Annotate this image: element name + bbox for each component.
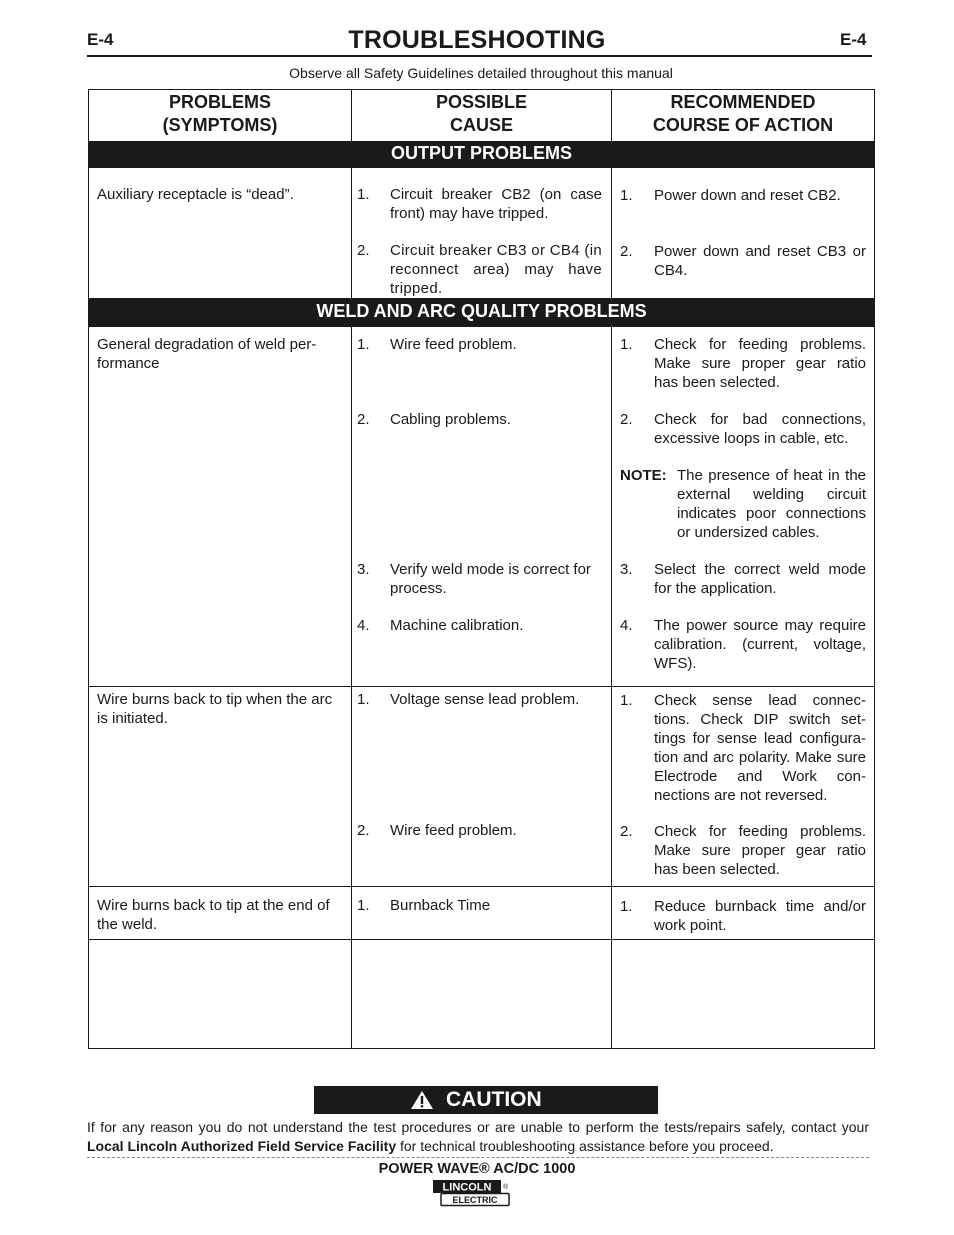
row-divider — [89, 686, 874, 687]
cause-text: Circuit breaker CB2 (on case front) may have tripped. — [390, 186, 602, 222]
symptom-text: Wire burns back to tip when the arc is initiated. — [97, 691, 333, 727]
svg-text:ELECTRIC: ELECTRIC — [452, 1195, 498, 1205]
action-number: 4. — [620, 617, 633, 634]
action-number: 1. — [620, 336, 633, 353]
page-number-left: E-4 — [87, 30, 114, 49]
svg-text:®: ® — [503, 1184, 509, 1191]
page-title: TROUBLESHOOTING — [348, 26, 606, 54]
warning-triangle-icon — [410, 1090, 434, 1110]
row-divider — [89, 886, 874, 887]
action-text: The power source may require calibration. (current, voltage, WFS). — [654, 617, 866, 672]
cause-number: 1. — [357, 691, 370, 708]
column-header-cause: POSSIBLE CAUSE — [435, 92, 528, 135]
cause-number: 3. — [357, 561, 370, 578]
cause-text: Burnback Time — [390, 897, 491, 914]
action-text: Check sense lead connec-tions. Check DIP switch set-tings for sense lead configura-tion and arc polarity. Make sure Electrode and Work con-nections are not reversed. — [654, 692, 866, 804]
column-header-problems: PROBLEMS (SYMPTOMS) — [162, 92, 278, 135]
action-number: 3. — [620, 561, 633, 578]
action-text: Select the correct weld mode for the application. — [654, 561, 866, 597]
title-rule — [87, 55, 872, 57]
row-divider — [89, 939, 874, 940]
action-number: 2. — [620, 411, 633, 428]
action-number: 2. — [620, 243, 633, 260]
action-number: 2. — [620, 823, 633, 840]
column-divider — [611, 89, 612, 1048]
action-text: Power down and reset CB2. — [654, 187, 841, 204]
note-label: NOTE: — [620, 467, 667, 484]
cause-number: 1. — [357, 186, 370, 203]
action-number: 1. — [620, 187, 633, 204]
column-divider — [351, 89, 352, 1048]
safety-note: Observe all Safety Guidelines detailed throughout this manual — [289, 65, 673, 81]
svg-text:LINCOLN: LINCOLN — [442, 1181, 492, 1194]
footer-rule — [87, 1157, 869, 1158]
cause-text: Voltage sense lead problem. — [390, 691, 580, 708]
column-header-action: RECOMMENDED COURSE OF ACTION — [652, 92, 834, 135]
action-text: Power down and reset CB3 or CB4. — [654, 243, 866, 279]
section-output-problems: OUTPUT PROBLEMS — [89, 141, 874, 168]
action-number: 1. — [620, 898, 633, 915]
section-weld-arc-quality: WELD AND ARC QUALITY PROBLEMS — [89, 298, 874, 327]
note-text: The presence of heat in the external welding circuit indicates poor connections or undersized cables. — [677, 467, 866, 541]
lincoln-electric-logo — [432, 1179, 510, 1207]
caution-text: If for any reason you do not understand the test procedures or are unable to perform the tests/repairs safely, contact your Local Lincoln Authorized Field Service Facility for technical troubleshooting assistance before you proceed. — [87, 1119, 869, 1154]
action-text: Check for feeding problems. Make sure proper gear ratio has been selected. — [654, 823, 866, 878]
cause-text: Machine calibration. — [390, 617, 524, 634]
product-name: POWER WAVE® AC/DC 1000 — [378, 1161, 576, 1177]
symptom-text: General degradation of weld per-formance — [97, 336, 317, 372]
caution-label: CAUTION — [446, 1088, 542, 1111]
page-number-right: E-4 — [840, 30, 867, 49]
cause-number: 4. — [357, 617, 370, 634]
symptom-text: Auxiliary receptacle is “dead”. — [97, 186, 294, 203]
cause-number: 1. — [357, 897, 370, 914]
cause-number: 2. — [357, 411, 370, 428]
symptom-text: Wire burns back to tip at the end of the weld. — [97, 897, 330, 933]
cause-text: Circuit breaker CB3 or CB4 (in reconnect area) may have tripped. — [390, 242, 602, 297]
cause-text: Cabling problems. — [390, 411, 511, 428]
cause-number: 1. — [357, 336, 370, 353]
action-text: Check for feeding problems. Make sure proper gear ratio has been selected. — [654, 336, 866, 391]
cause-text: Verify weld mode is correct for process. — [390, 561, 591, 597]
cause-text: Wire feed problem. — [390, 336, 517, 353]
action-text: Check for bad connections, excessive loops in cable, etc. — [654, 411, 866, 447]
action-number: 1. — [620, 692, 633, 709]
cause-text: Wire feed problem. — [390, 822, 517, 839]
caution-banner — [314, 1086, 658, 1114]
cause-number: 2. — [357, 242, 370, 259]
action-text: Reduce burnback time and/or work point. — [654, 898, 866, 934]
cause-number: 2. — [357, 822, 370, 839]
